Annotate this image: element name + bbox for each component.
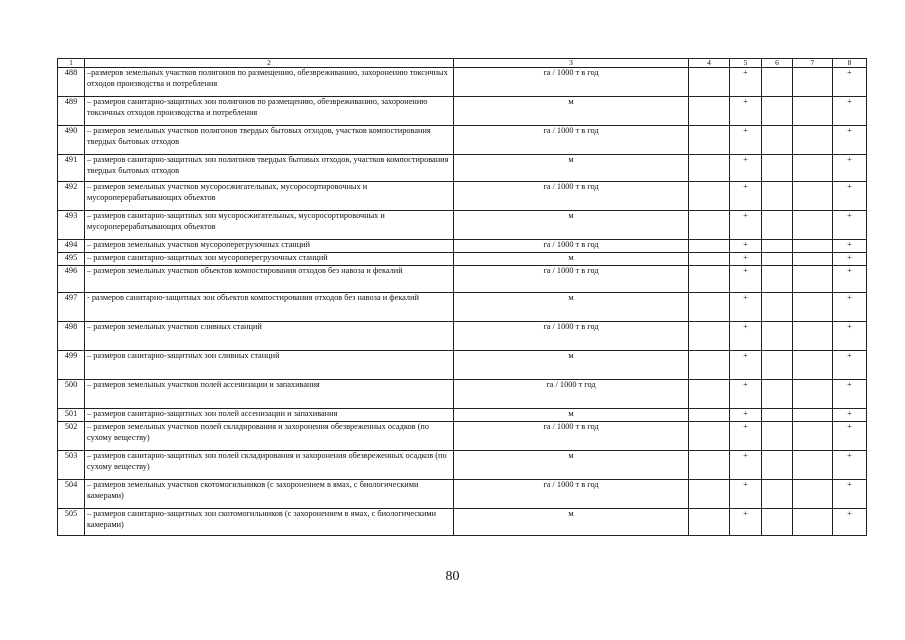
table-row (58, 240, 867, 253)
row-number: 503 (58, 451, 85, 480)
column-6-cell (762, 155, 793, 182)
column-4-cell (689, 211, 730, 240)
row-number: 502 (58, 422, 85, 451)
row-number: 489 (58, 97, 85, 126)
indicator-table (57, 58, 867, 536)
column-6-cell (762, 351, 793, 380)
column-6-cell (762, 422, 793, 451)
column-6-cell (762, 240, 793, 253)
row-unit: га / 1000 т в год (454, 182, 689, 211)
column-5-mark: + (730, 380, 762, 409)
column-4-cell (689, 97, 730, 126)
column-4-cell (689, 409, 730, 422)
column-8-mark: + (833, 480, 867, 509)
column-6-cell (762, 126, 793, 155)
column-7-cell (793, 253, 833, 266)
row-unit: га / 1000 т год (454, 380, 689, 409)
row-unit: м (454, 293, 689, 322)
column-7-cell (793, 422, 833, 451)
column-6-cell (762, 322, 793, 351)
column-7-cell (793, 293, 833, 322)
table-row (58, 68, 867, 97)
row-unit: м (454, 97, 689, 126)
column-7-cell (793, 451, 833, 480)
row-unit: га / 1000 т в год (454, 480, 689, 509)
column-4-cell (689, 509, 730, 536)
column-header: 6 (762, 59, 793, 68)
column-6-cell (762, 509, 793, 536)
column-5-mark: + (730, 211, 762, 240)
column-5-mark: + (730, 480, 762, 509)
column-8-mark: + (833, 240, 867, 253)
row-number: 493 (58, 211, 85, 240)
row-unit: м (454, 351, 689, 380)
column-8-mark: + (833, 253, 867, 266)
row-number: 504 (58, 480, 85, 509)
column-7-cell (793, 97, 833, 126)
row-number: 497 (58, 293, 85, 322)
row-description: – размеров земельных участков полигонов твердых бытовых отходов, участков компостирования твердых бытовых отходов (85, 126, 454, 155)
row-unit: м (454, 509, 689, 536)
row-description: – размеров санитарно-защитных зон полигонов по размещению, обезвреживанию, захоронению токсичных отходов производства и потребления (85, 97, 454, 126)
column-5-mark: + (730, 409, 762, 422)
column-8-mark: + (833, 422, 867, 451)
column-6-cell (762, 97, 793, 126)
row-number: 490 (58, 126, 85, 155)
column-7-cell (793, 322, 833, 351)
column-8-mark: + (833, 322, 867, 351)
column-4-cell (689, 266, 730, 293)
row-unit: м (454, 211, 689, 240)
column-7-cell (793, 211, 833, 240)
column-6-cell (762, 266, 793, 293)
column-5-mark: + (730, 126, 762, 155)
column-8-mark: + (833, 126, 867, 155)
row-number: 501 (58, 409, 85, 422)
row-description: – размеров земельных участков объектов компостирования отходов без навоза и фекалий (85, 266, 454, 293)
column-4-cell (689, 68, 730, 97)
row-description: – размеров санитарно-защитных зон полигонов твердых бытовых отходов, участков компостирования твердых бытовых отходов (85, 155, 454, 182)
row-description: – размеров земельных участков мусороперегрузочных станций (85, 240, 454, 253)
column-4-cell (689, 293, 730, 322)
column-5-mark: + (730, 322, 762, 351)
column-5-mark: + (730, 240, 762, 253)
column-header: 1 (58, 59, 85, 68)
column-4-cell (689, 182, 730, 211)
column-header: 5 (730, 59, 762, 68)
column-7-cell (793, 68, 833, 97)
column-6-cell (762, 451, 793, 480)
column-5-mark: + (730, 422, 762, 451)
column-7-cell (793, 409, 833, 422)
row-unit: м (454, 451, 689, 480)
table-row (58, 380, 867, 409)
column-6-cell (762, 253, 793, 266)
row-unit: га / 1000 т в год (454, 240, 689, 253)
column-7-cell (793, 480, 833, 509)
row-number: 494 (58, 240, 85, 253)
row-description: – размеров земельных участков мусоросжигательных, мусоросортировочных и мусороперерабатывающих объектов (85, 182, 454, 211)
column-5-mark: + (730, 68, 762, 97)
column-8-mark: + (833, 182, 867, 211)
column-header: 4 (689, 59, 730, 68)
column-5-mark: + (730, 351, 762, 380)
row-number: 496 (58, 266, 85, 293)
column-5-mark: + (730, 509, 762, 536)
column-header: 7 (793, 59, 833, 68)
row-number: 505 (58, 509, 85, 536)
table-row (58, 351, 867, 380)
row-description: - размеров санитарно-защитных зон объектов компостирования отходов без навоза и фекалий (85, 293, 454, 322)
column-7-cell (793, 380, 833, 409)
column-5-mark: + (730, 293, 762, 322)
column-6-cell (762, 480, 793, 509)
row-description: –размеров земельных участков полигонов по размещению, обезвреживанию, захоронению токсичных отходов производства и потребления (85, 68, 454, 97)
column-7-cell (793, 155, 833, 182)
column-6-cell (762, 211, 793, 240)
column-7-cell (793, 351, 833, 380)
table-row (58, 422, 867, 451)
column-5-mark: + (730, 182, 762, 211)
column-7-cell (793, 182, 833, 211)
table-row (58, 266, 867, 293)
column-4-cell (689, 240, 730, 253)
table-row (58, 293, 867, 322)
row-description: – размеров санитарно-защитных зон мусоросжигательных, мусоросортировочных и мусороперерабатывающих объектов (85, 211, 454, 240)
column-5-mark: + (730, 97, 762, 126)
row-unit: га / 1000 т в год (454, 68, 689, 97)
column-8-mark: + (833, 509, 867, 536)
row-description: – размеров земельных участков полей ассенизации и запахивания (85, 380, 454, 409)
row-description: – размеров санитарно-защитных зон скотомогильников (с захоронением в ямах, с биологическими камерами) (85, 509, 454, 536)
row-description: – размеров санитарно-защитных зон мусороперегрузочных станций (85, 253, 454, 266)
column-5-mark: + (730, 253, 762, 266)
row-description: – размеров земельных участков полей складирования и захоронения обезвреженных осадков (по сухому веществу) (85, 422, 454, 451)
column-header: 2 (85, 59, 454, 68)
column-header: 3 (454, 59, 689, 68)
row-number: 488 (58, 68, 85, 97)
table-row (58, 509, 867, 536)
column-6-cell (762, 182, 793, 211)
column-4-cell (689, 322, 730, 351)
row-description: – размеров земельных участков скотомогильников (с захоронением в ямах, с биологическими камерами) (85, 480, 454, 509)
table-row (58, 451, 867, 480)
row-number: 491 (58, 155, 85, 182)
table-row (58, 409, 867, 422)
row-unit: га / 1000 т в год (454, 126, 689, 155)
column-5-mark: + (730, 155, 762, 182)
column-4-cell (689, 351, 730, 380)
page-number: 80 (445, 569, 460, 584)
row-number: 499 (58, 351, 85, 380)
column-6-cell (762, 409, 793, 422)
column-8-mark: + (833, 293, 867, 322)
column-7-cell (793, 266, 833, 293)
column-6-cell (762, 380, 793, 409)
column-4-cell (689, 126, 730, 155)
column-8-mark: + (833, 266, 867, 293)
column-7-cell (793, 240, 833, 253)
column-5-mark: + (730, 266, 762, 293)
table-row (58, 97, 867, 126)
column-8-mark: + (833, 351, 867, 380)
column-4-cell (689, 451, 730, 480)
row-unit: га / 1000 т в год (454, 266, 689, 293)
row-unit: м (454, 409, 689, 422)
column-6-cell (762, 293, 793, 322)
column-7-cell (793, 509, 833, 536)
table-row (58, 480, 867, 509)
column-4-cell (689, 422, 730, 451)
row-number: 500 (58, 380, 85, 409)
table-row (58, 126, 867, 155)
column-4-cell (689, 380, 730, 409)
column-4-cell (689, 155, 730, 182)
row-description: – размеров санитарно-защитных зон полей ассенизации и запахивания (85, 409, 454, 422)
table-row (58, 322, 867, 351)
table-row (58, 211, 867, 240)
row-unit: м (454, 253, 689, 266)
row-description: – размеров земельных участков сливных станций (85, 322, 454, 351)
row-number: 495 (58, 253, 85, 266)
row-number: 492 (58, 182, 85, 211)
column-header: 8 (833, 59, 867, 68)
column-8-mark: + (833, 380, 867, 409)
column-8-mark: + (833, 211, 867, 240)
column-7-cell (793, 126, 833, 155)
column-8-mark: + (833, 409, 867, 422)
row-description: – размеров санитарно-защитных зон сливных станций (85, 351, 454, 380)
row-number: 498 (58, 322, 85, 351)
row-unit: га / 1000 т в год (454, 322, 689, 351)
column-5-mark: + (730, 451, 762, 480)
table-row (58, 253, 867, 266)
row-description: – размеров санитарно-защитных зон полей складирования и захоронения обезвреженных осадков (по сухому веществу) (85, 451, 454, 480)
table-row (58, 155, 867, 182)
column-4-cell (689, 253, 730, 266)
column-8-mark: + (833, 68, 867, 97)
column-8-mark: + (833, 97, 867, 126)
row-unit: га / 1000 т в год (454, 422, 689, 451)
column-8-mark: + (833, 155, 867, 182)
column-8-mark: + (833, 451, 867, 480)
table-row (58, 182, 867, 211)
column-4-cell (689, 480, 730, 509)
row-unit: м (454, 155, 689, 182)
table-header-row (58, 59, 867, 68)
column-6-cell (762, 68, 793, 97)
